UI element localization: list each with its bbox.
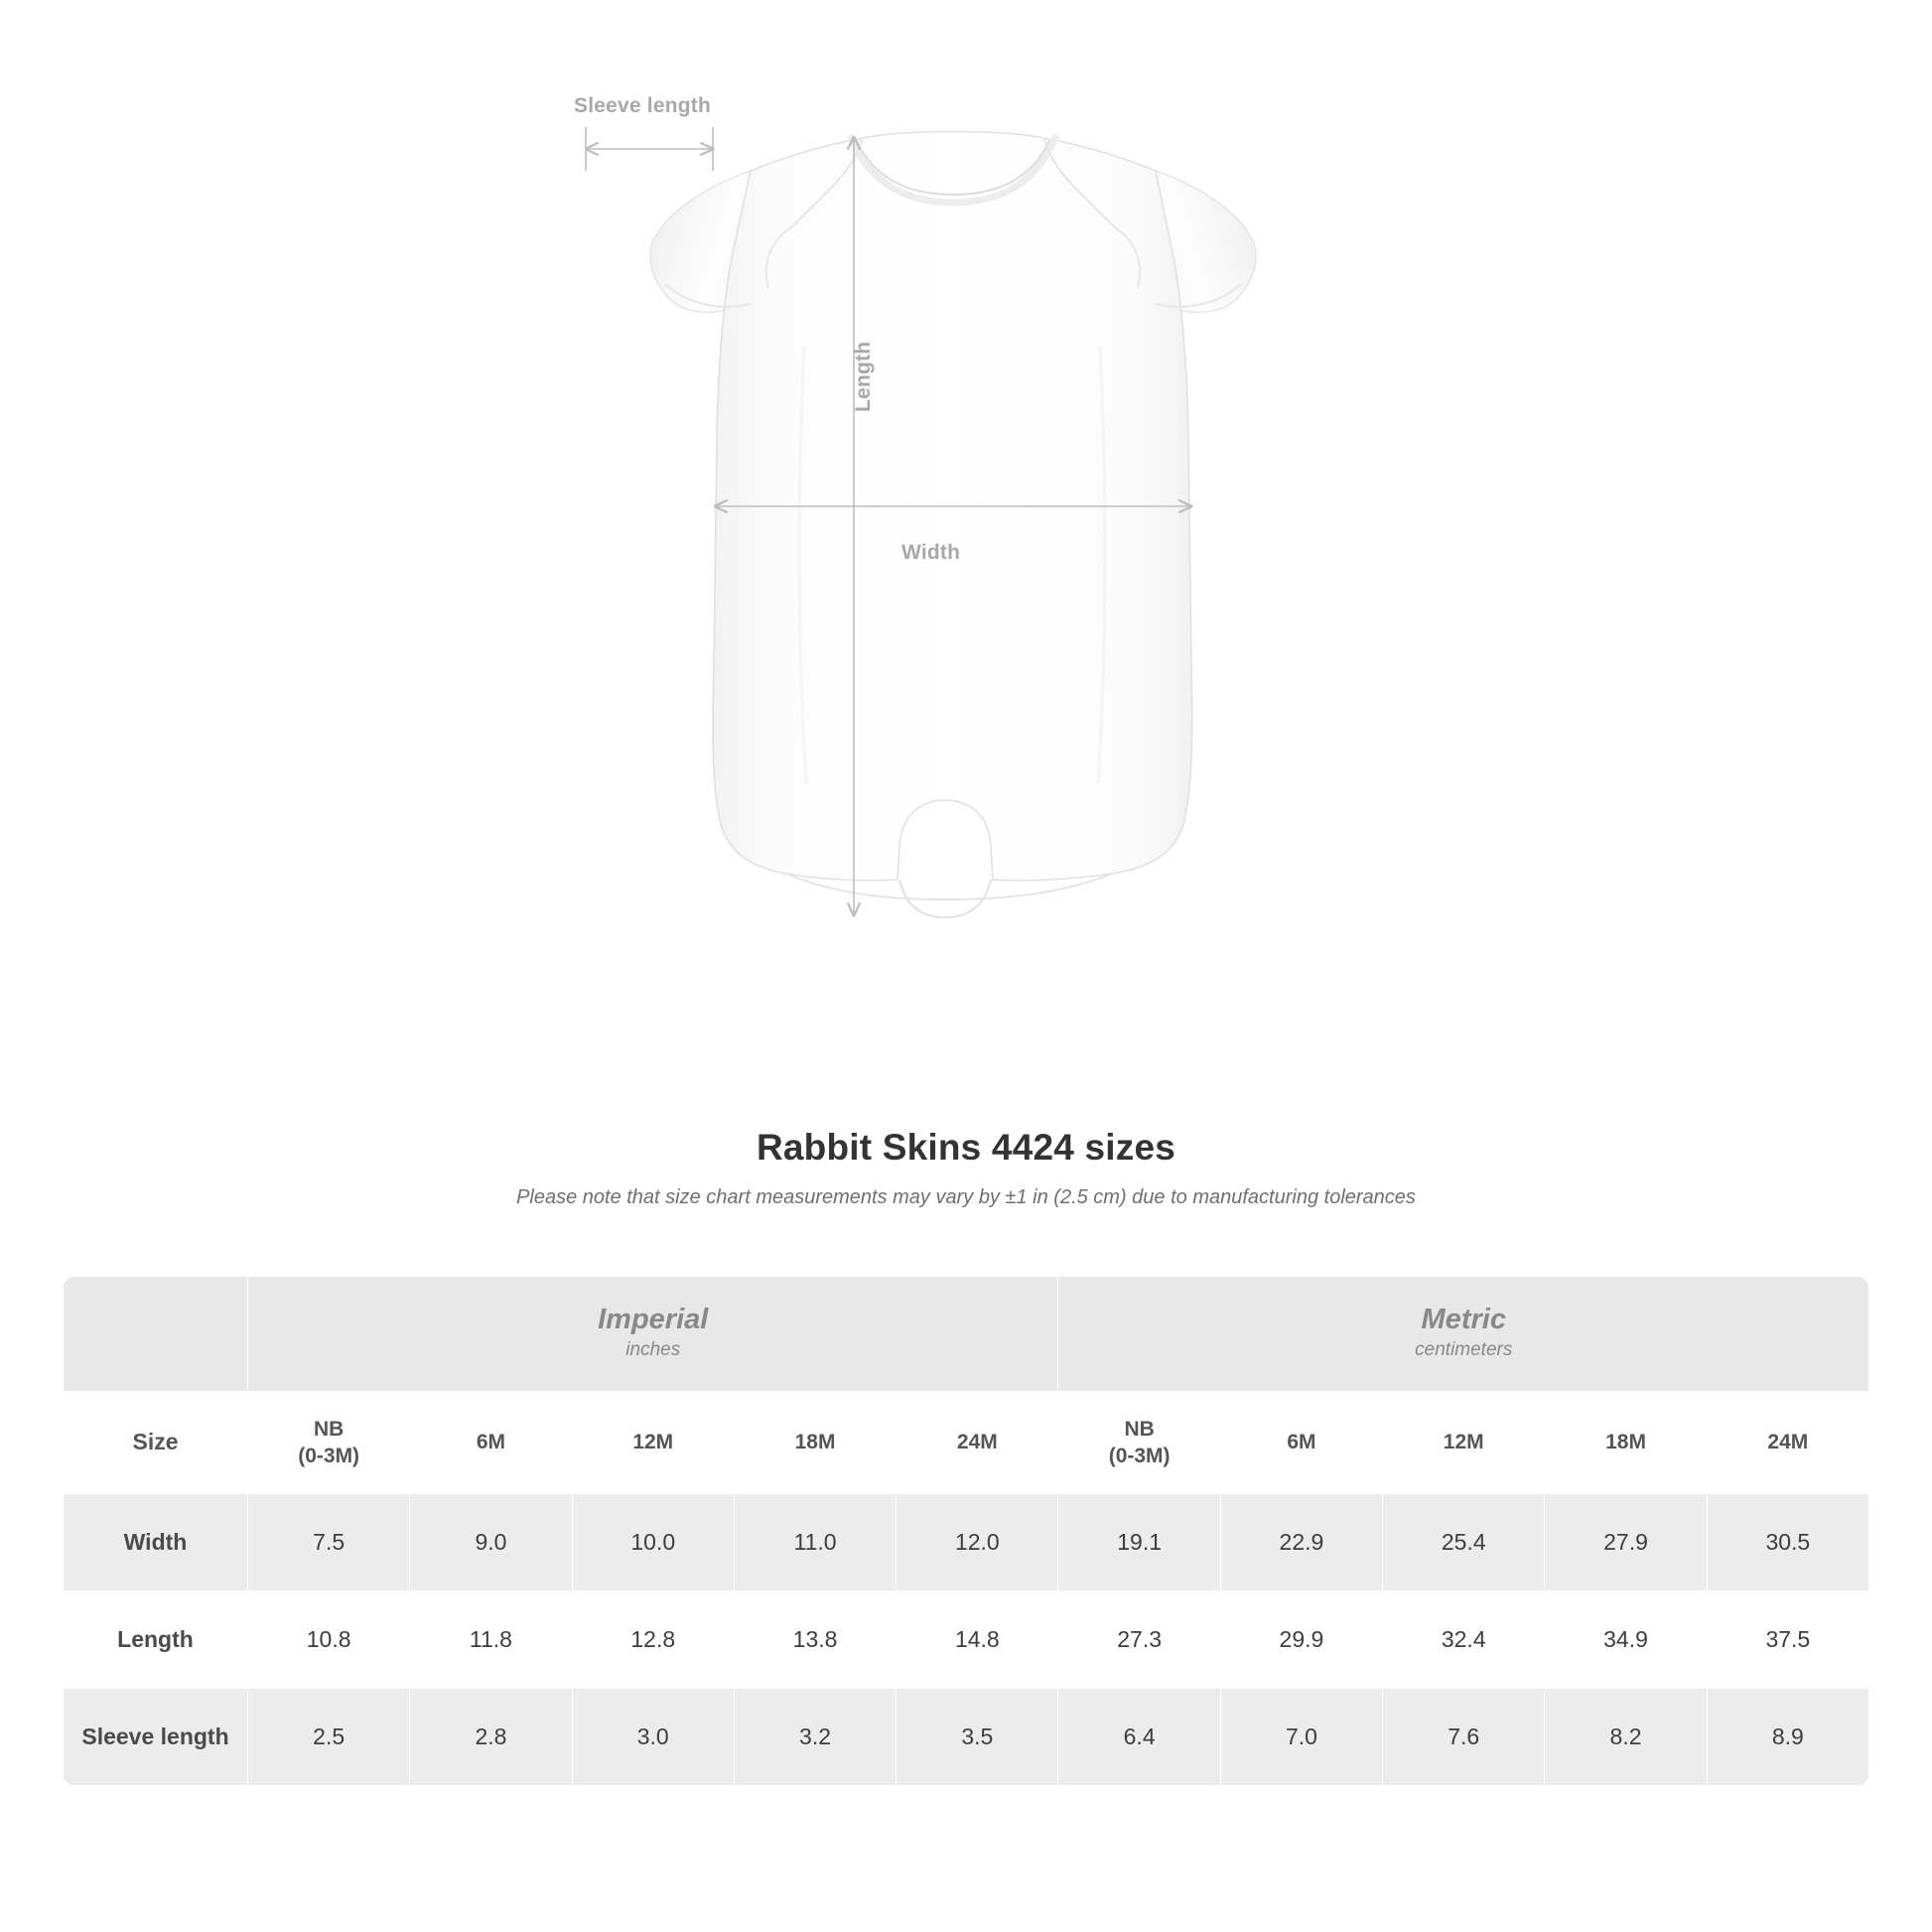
column-header-line2: (0-3M) <box>1108 1445 1171 1467</box>
column-header-line1: NB <box>313 1417 345 1441</box>
cell-length-6m-in: 11.8 <box>410 1591 572 1689</box>
cell-width-nb-cm: 19.1 <box>1058 1494 1220 1591</box>
length-label: Length <box>852 341 875 412</box>
cell-width-12m-cm: 25.4 <box>1383 1494 1545 1591</box>
cell-length-24m-cm: 37.5 <box>1707 1591 1868 1689</box>
row-label-sleeve-length: Sleeve length <box>64 1689 248 1786</box>
column-header-24m-imperial: 24M <box>897 1392 1058 1494</box>
cell-length-18m-cm: 34.9 <box>1545 1591 1707 1689</box>
cell-width-24m-cm: 30.5 <box>1707 1494 1868 1591</box>
unit-header-row <box>64 1277 1869 1392</box>
cell-sleeve-6m-in: 2.8 <box>410 1689 572 1786</box>
cell-length-12m-cm: 32.4 <box>1383 1591 1545 1689</box>
cell-length-nb-cm: 27.3 <box>1058 1591 1220 1689</box>
column-header-row <box>64 1392 1869 1494</box>
size-header-cell: Size <box>64 1392 248 1494</box>
cell-width-12m-in: 10.0 <box>572 1494 734 1591</box>
table-row <box>64 1494 1869 1591</box>
unit-group-metric-sub: centimeters <box>1415 1338 1513 1360</box>
unit-group-metric-name: Metric <box>1421 1303 1506 1335</box>
unit-group-imperial-sub: inches <box>625 1338 681 1360</box>
cell-sleeve-18m-cm: 8.2 <box>1545 1689 1707 1786</box>
unit-blank-cell <box>64 1277 248 1392</box>
size-table-wrap <box>63 1276 1869 1786</box>
size-table <box>63 1276 1869 1786</box>
row-label-width: Width <box>64 1494 248 1591</box>
cell-sleeve-24m-cm: 8.9 <box>1707 1689 1868 1786</box>
column-header-line2: (0-3M) <box>298 1445 360 1467</box>
cell-length-6m-cm: 29.9 <box>1220 1591 1382 1689</box>
cell-length-nb-in: 10.8 <box>248 1591 410 1689</box>
tolerance-note: Please note that size chart measurements may vary by ±1 in (2.5 cm) due to manufacturing tolerances <box>516 1186 1416 1208</box>
column-header-12m-imperial: 12M <box>572 1392 734 1494</box>
row-label-length: Length <box>64 1591 248 1689</box>
width-label: Width <box>901 541 961 564</box>
bodysuit-graphic <box>556 109 1350 1082</box>
cell-width-6m-cm: 22.9 <box>1220 1494 1382 1591</box>
title-block <box>0 1127 1932 1209</box>
table-row <box>64 1689 1869 1786</box>
page-title: Rabbit Skins 4424 sizes <box>756 1127 1176 1168</box>
column-header-line1: NB <box>1124 1417 1155 1441</box>
sleeve-length-label: Sleeve length <box>574 94 711 117</box>
cell-sleeve-18m-in: 3.2 <box>734 1689 896 1786</box>
cell-sleeve-12m-cm: 7.6 <box>1383 1689 1545 1786</box>
unit-group-metric <box>1058 1277 1869 1392</box>
cell-sleeve-24m-in: 3.5 <box>897 1689 1058 1786</box>
cell-sleeve-nb-cm: 6.4 <box>1058 1689 1220 1786</box>
column-header-6m-metric: 6M <box>1220 1392 1382 1494</box>
cell-length-18m-in: 13.8 <box>734 1591 896 1689</box>
column-header-nb-imperial <box>248 1392 410 1494</box>
column-header-24m-metric: 24M <box>1707 1392 1868 1494</box>
bodysuit-svg <box>556 109 1350 1082</box>
unit-group-imperial <box>248 1277 1058 1392</box>
unit-group-imperial-name: Imperial <box>598 1303 709 1335</box>
column-header-18m-imperial: 18M <box>734 1392 896 1494</box>
column-header-nb-metric <box>1058 1392 1220 1494</box>
cell-width-nb-in: 7.5 <box>248 1494 410 1591</box>
cell-width-18m-cm: 27.9 <box>1545 1494 1707 1591</box>
cell-length-12m-in: 12.8 <box>572 1591 734 1689</box>
column-header-6m-imperial: 6M <box>410 1392 572 1494</box>
cell-width-18m-in: 11.0 <box>734 1494 896 1591</box>
cell-sleeve-6m-cm: 7.0 <box>1220 1689 1382 1786</box>
cell-length-24m-in: 14.8 <box>897 1591 1058 1689</box>
cell-sleeve-nb-in: 2.5 <box>248 1689 410 1786</box>
column-header-18m-metric: 18M <box>1545 1392 1707 1494</box>
cell-width-6m-in: 9.0 <box>410 1494 572 1591</box>
cell-width-24m-in: 12.0 <box>897 1494 1058 1591</box>
column-header-12m-metric: 12M <box>1383 1392 1545 1494</box>
table-row <box>64 1591 1869 1689</box>
cell-sleeve-12m-in: 3.0 <box>572 1689 734 1786</box>
